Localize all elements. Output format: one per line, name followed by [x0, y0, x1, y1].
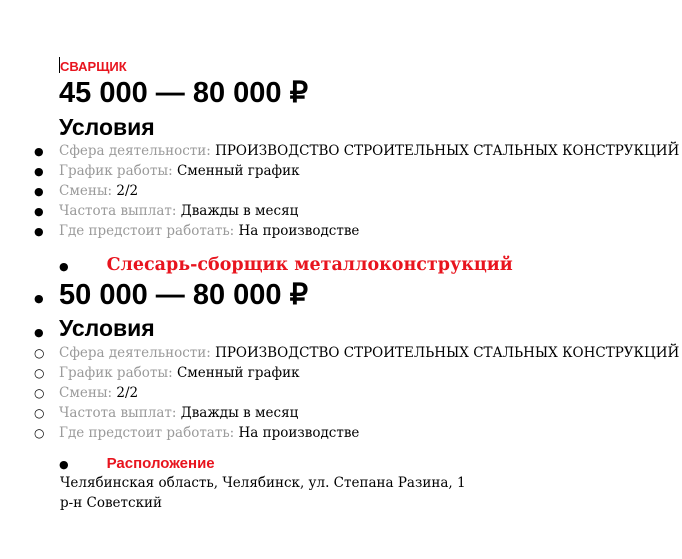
condition-label: Частота выплат: [59, 203, 177, 219]
conditions-heading: Условия [59, 114, 155, 140]
bullet-icon: ● [59, 458, 69, 471]
bullet-icon: ● [34, 145, 44, 158]
address-district: р-н Советский [60, 495, 163, 511]
condition-value: Дважды в месяц [180, 405, 299, 421]
condition-value: 2/2 [116, 183, 139, 199]
bullet-icon: ● [34, 205, 44, 218]
condition-row [34, 403, 298, 423]
condition-value: На производстве [238, 425, 360, 441]
condition-value: 2/2 [116, 385, 139, 401]
condition-label: График работы: [59, 163, 173, 179]
salary-range: 45 000 — 80 000 ₽ [59, 77, 309, 109]
condition-row [34, 343, 679, 363]
condition-value: Дважды в месяц [180, 203, 299, 219]
location-heading-row [59, 453, 215, 472]
condition-row [34, 201, 298, 221]
condition-row [34, 383, 138, 403]
condition-label: Смены: [59, 183, 113, 199]
condition-row [34, 423, 359, 443]
bullet-icon: ● [34, 292, 44, 305]
circle-bullet-icon: ○ [34, 366, 45, 380]
condition-value: Сменный график [176, 163, 300, 179]
circle-bullet-icon: ○ [34, 386, 45, 400]
location-heading: Расположение [106, 455, 215, 472]
condition-label: Сфера деятельности: [59, 345, 211, 361]
condition-label: Смены: [59, 385, 113, 401]
condition-row [34, 141, 679, 161]
address-line: Челябинская область, Челябинск, ул. Степана Разина, 1 [60, 475, 466, 491]
condition-row [34, 363, 300, 383]
circle-bullet-icon: ○ [34, 346, 45, 360]
condition-label: График работы: [59, 365, 173, 381]
condition-row [34, 161, 300, 181]
condition-label: Где предстоит работать: [59, 223, 235, 239]
job-title-fitter: Слесарь-сборщик металлоконструкций [106, 255, 513, 275]
condition-label: Сфера деятельности: [59, 143, 211, 159]
bullet-icon: ● [34, 326, 44, 339]
condition-value: На производстве [238, 223, 360, 239]
condition-row [34, 181, 138, 201]
job-title-welder: СВАРЩИК [60, 59, 127, 74]
salary-range: 50 000 — 80 000 ₽ [59, 279, 309, 311]
condition-label: Частота выплат: [59, 405, 177, 421]
bullet-icon: ● [59, 260, 69, 273]
condition-row [34, 221, 359, 241]
condition-label: Где предстоит работать: [59, 425, 235, 441]
condition-value: ПРОИЗВОДСТВО СТРОИТЕЛЬНЫХ СТАЛЬНЫХ КОНСТРУКЦИЙ [215, 143, 680, 159]
bullet-icon: ● [34, 225, 44, 238]
bullet-icon: ● [34, 185, 44, 198]
condition-value: Сменный график [176, 365, 300, 381]
conditions-heading: Условия [59, 315, 155, 341]
condition-value: ПРОИЗВОДСТВО СТРОИТЕЛЬНЫХ СТАЛЬНЫХ КОНСТРУКЦИЙ [215, 345, 680, 361]
bullet-icon: ● [34, 165, 44, 178]
circle-bullet-icon: ○ [34, 406, 45, 420]
job-title-row [59, 255, 513, 275]
circle-bullet-icon: ○ [34, 426, 45, 440]
